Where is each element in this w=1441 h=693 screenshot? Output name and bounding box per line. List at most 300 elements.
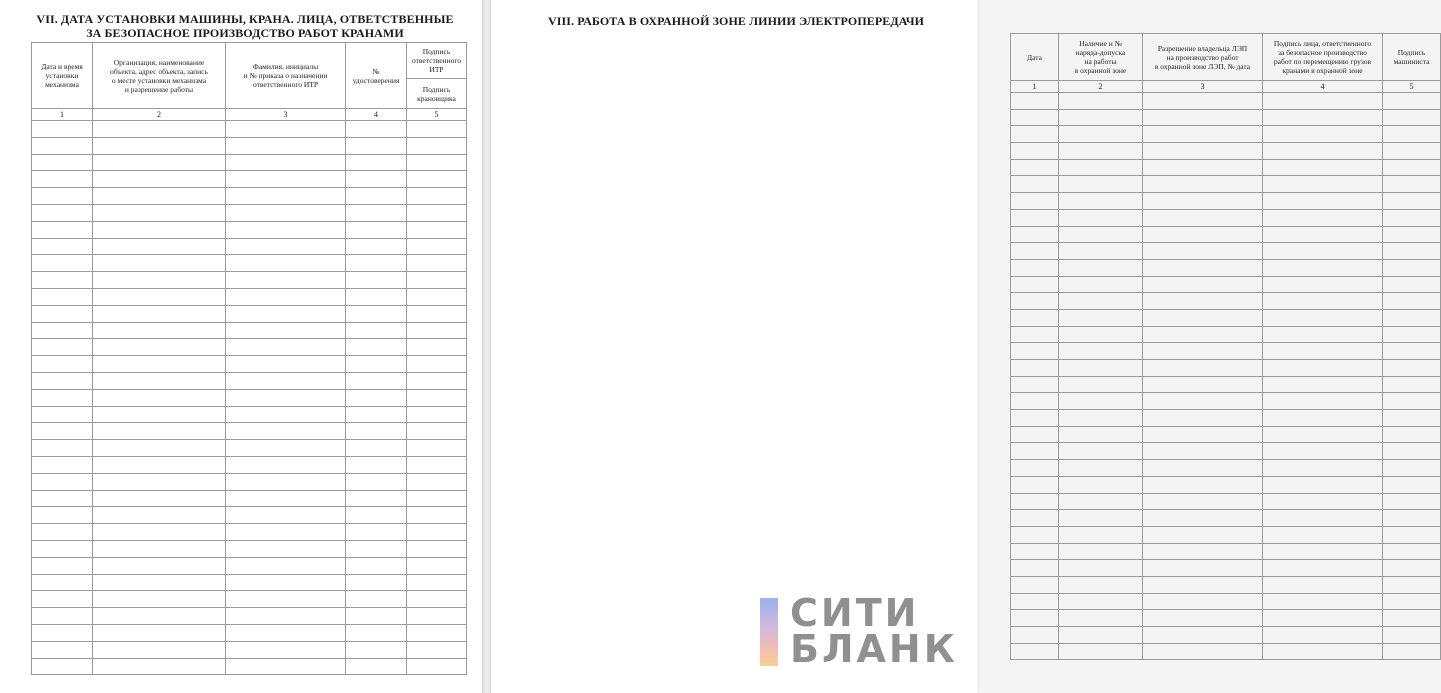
table-cell[interactable] bbox=[32, 238, 93, 255]
table-cell[interactable] bbox=[32, 221, 93, 238]
table-cell[interactable] bbox=[1143, 410, 1263, 427]
table-cell[interactable] bbox=[1383, 109, 1441, 126]
table-cell[interactable] bbox=[1059, 510, 1143, 527]
table-cell[interactable] bbox=[1263, 293, 1383, 310]
table-cell[interactable] bbox=[93, 356, 226, 373]
table-cell[interactable] bbox=[407, 423, 467, 440]
table-cell[interactable] bbox=[93, 255, 226, 272]
table-cell[interactable] bbox=[1011, 543, 1059, 560]
table-cell[interactable] bbox=[1011, 376, 1059, 393]
table-cell[interactable] bbox=[346, 524, 407, 541]
table-cell[interactable] bbox=[1011, 309, 1059, 326]
table-cell[interactable] bbox=[1059, 543, 1143, 560]
table-cell[interactable] bbox=[1143, 560, 1263, 577]
table-cell[interactable] bbox=[407, 473, 467, 490]
table-cell[interactable] bbox=[1059, 176, 1143, 193]
table-cell[interactable] bbox=[346, 456, 407, 473]
table-cell[interactable] bbox=[93, 238, 226, 255]
table-cell[interactable] bbox=[1383, 176, 1441, 193]
table-cell[interactable] bbox=[1143, 543, 1263, 560]
table-cell[interactable] bbox=[93, 490, 226, 507]
table-cell[interactable] bbox=[1011, 193, 1059, 210]
table-cell[interactable] bbox=[346, 608, 407, 625]
table-cell[interactable] bbox=[226, 574, 346, 591]
table-cell[interactable] bbox=[1263, 576, 1383, 593]
table-cell[interactable] bbox=[407, 624, 467, 641]
table-cell[interactable] bbox=[1143, 143, 1263, 160]
table-cell[interactable] bbox=[407, 406, 467, 423]
table-cell[interactable] bbox=[1263, 176, 1383, 193]
table-cell[interactable] bbox=[407, 574, 467, 591]
table-cell[interactable] bbox=[346, 171, 407, 188]
table-cell[interactable] bbox=[407, 608, 467, 625]
table-cell[interactable] bbox=[407, 121, 467, 138]
table-cell[interactable] bbox=[346, 305, 407, 322]
table-cell[interactable] bbox=[93, 272, 226, 289]
table-cell[interactable] bbox=[1383, 360, 1441, 377]
table-cell[interactable] bbox=[346, 188, 407, 205]
table-cell[interactable] bbox=[1059, 493, 1143, 510]
table-cell[interactable] bbox=[1059, 393, 1143, 410]
table-cell[interactable] bbox=[1263, 276, 1383, 293]
table-cell[interactable] bbox=[1143, 510, 1263, 527]
table-cell[interactable] bbox=[1059, 426, 1143, 443]
table-cell[interactable] bbox=[1059, 560, 1143, 577]
table-cell[interactable] bbox=[1059, 476, 1143, 493]
table-cell[interactable] bbox=[1143, 526, 1263, 543]
table-cell[interactable] bbox=[1383, 93, 1441, 110]
table-cell[interactable] bbox=[32, 440, 93, 457]
table-cell[interactable] bbox=[32, 137, 93, 154]
table-cell[interactable] bbox=[346, 473, 407, 490]
table-cell[interactable] bbox=[32, 641, 93, 658]
table-cell[interactable] bbox=[346, 238, 407, 255]
table-cell[interactable] bbox=[1059, 376, 1143, 393]
table-cell[interactable] bbox=[1143, 593, 1263, 610]
table-cell[interactable] bbox=[1143, 93, 1263, 110]
table-cell[interactable] bbox=[1011, 493, 1059, 510]
table-cell[interactable] bbox=[1143, 209, 1263, 226]
table-cell[interactable] bbox=[93, 137, 226, 154]
table-cell[interactable] bbox=[226, 608, 346, 625]
table-cell[interactable] bbox=[1059, 343, 1143, 360]
table-cell[interactable] bbox=[1143, 226, 1263, 243]
table-cell[interactable] bbox=[226, 591, 346, 608]
table-cell[interactable] bbox=[346, 624, 407, 641]
table-cell[interactable] bbox=[1383, 276, 1441, 293]
table-cell[interactable] bbox=[1059, 143, 1143, 160]
table-cell[interactable] bbox=[1059, 93, 1143, 110]
table-cell[interactable] bbox=[93, 557, 226, 574]
table-cell[interactable] bbox=[1011, 510, 1059, 527]
table-cell[interactable] bbox=[226, 339, 346, 356]
table-cell[interactable] bbox=[1143, 627, 1263, 644]
table-cell[interactable] bbox=[1143, 276, 1263, 293]
table-cell[interactable] bbox=[32, 372, 93, 389]
table-cell[interactable] bbox=[226, 423, 346, 440]
table-cell[interactable] bbox=[226, 204, 346, 221]
table-cell[interactable] bbox=[93, 473, 226, 490]
table-cell[interactable] bbox=[32, 490, 93, 507]
table-cell[interactable] bbox=[346, 389, 407, 406]
table-cell[interactable] bbox=[226, 658, 346, 675]
table-cell[interactable] bbox=[1011, 610, 1059, 627]
table-cell[interactable] bbox=[1383, 326, 1441, 343]
table-cell[interactable] bbox=[1011, 326, 1059, 343]
table-cell[interactable] bbox=[1143, 360, 1263, 377]
table-cell[interactable] bbox=[1011, 93, 1059, 110]
table-cell[interactable] bbox=[226, 221, 346, 238]
table-cell[interactable] bbox=[93, 322, 226, 339]
table-cell[interactable] bbox=[1383, 309, 1441, 326]
table-cell[interactable] bbox=[93, 171, 226, 188]
table-cell[interactable] bbox=[32, 204, 93, 221]
table-cell[interactable] bbox=[1383, 593, 1441, 610]
table-cell[interactable] bbox=[93, 440, 226, 457]
table-cell[interactable] bbox=[226, 356, 346, 373]
table-cell[interactable] bbox=[1383, 510, 1441, 527]
table-cell[interactable] bbox=[1143, 643, 1263, 660]
table-cell[interactable] bbox=[346, 221, 407, 238]
table-cell[interactable] bbox=[1383, 226, 1441, 243]
table-cell[interactable] bbox=[1383, 143, 1441, 160]
table-cell[interactable] bbox=[1263, 476, 1383, 493]
table-cell[interactable] bbox=[1383, 426, 1441, 443]
table-cell[interactable] bbox=[226, 524, 346, 541]
table-cell[interactable] bbox=[93, 121, 226, 138]
table-cell[interactable] bbox=[1011, 460, 1059, 477]
table-cell[interactable] bbox=[1059, 526, 1143, 543]
table-cell[interactable] bbox=[407, 591, 467, 608]
table-cell[interactable] bbox=[1059, 126, 1143, 143]
table-cell[interactable] bbox=[1383, 460, 1441, 477]
table-cell[interactable] bbox=[226, 507, 346, 524]
table-cell[interactable] bbox=[346, 591, 407, 608]
table-cell[interactable] bbox=[1263, 426, 1383, 443]
table-cell[interactable] bbox=[1011, 143, 1059, 160]
table-cell[interactable] bbox=[226, 456, 346, 473]
table-cell[interactable] bbox=[346, 557, 407, 574]
table-cell[interactable] bbox=[1011, 426, 1059, 443]
table-cell[interactable] bbox=[1143, 193, 1263, 210]
table-cell[interactable] bbox=[1059, 576, 1143, 593]
table-cell[interactable] bbox=[1011, 343, 1059, 360]
table-cell[interactable] bbox=[93, 641, 226, 658]
table-cell[interactable] bbox=[1263, 410, 1383, 427]
table-cell[interactable] bbox=[407, 154, 467, 171]
table-cell[interactable] bbox=[32, 591, 93, 608]
table-cell[interactable] bbox=[32, 557, 93, 574]
table-cell[interactable] bbox=[346, 406, 407, 423]
table-cell[interactable] bbox=[1059, 276, 1143, 293]
table-cell[interactable] bbox=[1263, 460, 1383, 477]
table-cell[interactable] bbox=[1011, 410, 1059, 427]
table-cell[interactable] bbox=[407, 188, 467, 205]
table-cell[interactable] bbox=[346, 255, 407, 272]
table-cell[interactable] bbox=[32, 658, 93, 675]
table-cell[interactable] bbox=[1383, 526, 1441, 543]
table-cell[interactable] bbox=[1143, 293, 1263, 310]
table-cell[interactable] bbox=[1011, 476, 1059, 493]
table-cell[interactable] bbox=[226, 641, 346, 658]
table-cell[interactable] bbox=[226, 188, 346, 205]
table-cell[interactable] bbox=[346, 507, 407, 524]
table-cell[interactable] bbox=[32, 339, 93, 356]
table-cell[interactable] bbox=[226, 154, 346, 171]
table-cell[interactable] bbox=[1059, 627, 1143, 644]
table-cell[interactable] bbox=[1263, 159, 1383, 176]
table-cell[interactable] bbox=[1143, 309, 1263, 326]
table-cell[interactable] bbox=[1383, 560, 1441, 577]
table-cell[interactable] bbox=[1143, 109, 1263, 126]
table-cell[interactable] bbox=[93, 524, 226, 541]
table-cell[interactable] bbox=[93, 507, 226, 524]
table-cell[interactable] bbox=[32, 624, 93, 641]
table-cell[interactable] bbox=[32, 188, 93, 205]
table-cell[interactable] bbox=[346, 154, 407, 171]
table-cell[interactable] bbox=[346, 288, 407, 305]
table-cell[interactable] bbox=[32, 288, 93, 305]
table-cell[interactable] bbox=[93, 423, 226, 440]
table-cell[interactable] bbox=[1383, 627, 1441, 644]
table-cell[interactable] bbox=[93, 339, 226, 356]
table-cell[interactable] bbox=[1383, 376, 1441, 393]
table-cell[interactable] bbox=[346, 490, 407, 507]
table-cell[interactable] bbox=[1263, 443, 1383, 460]
table-cell[interactable] bbox=[1011, 243, 1059, 260]
table-cell[interactable] bbox=[32, 154, 93, 171]
table-cell[interactable] bbox=[1383, 443, 1441, 460]
table-cell[interactable] bbox=[1383, 126, 1441, 143]
table-cell[interactable] bbox=[93, 154, 226, 171]
table-cell[interactable] bbox=[1059, 360, 1143, 377]
table-cell[interactable] bbox=[1383, 193, 1441, 210]
table-cell[interactable] bbox=[346, 339, 407, 356]
table-cell[interactable] bbox=[346, 641, 407, 658]
table-cell[interactable] bbox=[93, 372, 226, 389]
table-cell[interactable] bbox=[226, 288, 346, 305]
table-cell[interactable] bbox=[1143, 476, 1263, 493]
table-cell[interactable] bbox=[1059, 209, 1143, 226]
table-cell[interactable] bbox=[93, 389, 226, 406]
table-cell[interactable] bbox=[407, 305, 467, 322]
table-cell[interactable] bbox=[346, 658, 407, 675]
table-cell[interactable] bbox=[1143, 159, 1263, 176]
table-cell[interactable] bbox=[1059, 109, 1143, 126]
table-cell[interactable] bbox=[407, 540, 467, 557]
table-cell[interactable] bbox=[1059, 193, 1143, 210]
table-cell[interactable] bbox=[407, 456, 467, 473]
table-cell[interactable] bbox=[226, 305, 346, 322]
table-cell[interactable] bbox=[407, 137, 467, 154]
table-cell[interactable] bbox=[1383, 493, 1441, 510]
table-cell[interactable] bbox=[32, 171, 93, 188]
table-cell[interactable] bbox=[32, 305, 93, 322]
table-cell[interactable] bbox=[1143, 576, 1263, 593]
table-cell[interactable] bbox=[226, 473, 346, 490]
table-cell[interactable] bbox=[1011, 560, 1059, 577]
table-cell[interactable] bbox=[407, 272, 467, 289]
table-cell[interactable] bbox=[1143, 610, 1263, 627]
table-cell[interactable] bbox=[1383, 243, 1441, 260]
table-cell[interactable] bbox=[1143, 176, 1263, 193]
table-cell[interactable] bbox=[93, 456, 226, 473]
table-cell[interactable] bbox=[1059, 243, 1143, 260]
table-cell[interactable] bbox=[1263, 126, 1383, 143]
table-cell[interactable] bbox=[1059, 159, 1143, 176]
table-cell[interactable] bbox=[1263, 393, 1383, 410]
table-cell[interactable] bbox=[346, 423, 407, 440]
table-cell[interactable] bbox=[1143, 376, 1263, 393]
table-cell[interactable] bbox=[346, 574, 407, 591]
table-cell[interactable] bbox=[346, 540, 407, 557]
table-cell[interactable] bbox=[1011, 109, 1059, 126]
table-cell[interactable] bbox=[32, 121, 93, 138]
table-cell[interactable] bbox=[407, 557, 467, 574]
table-cell[interactable] bbox=[1263, 309, 1383, 326]
table-cell[interactable] bbox=[1263, 643, 1383, 660]
table-cell[interactable] bbox=[32, 524, 93, 541]
table-cell[interactable] bbox=[1059, 259, 1143, 276]
table-cell[interactable] bbox=[1059, 443, 1143, 460]
table-cell[interactable] bbox=[1011, 259, 1059, 276]
table-cell[interactable] bbox=[1383, 410, 1441, 427]
table-cell[interactable] bbox=[1059, 326, 1143, 343]
table-cell[interactable] bbox=[1263, 526, 1383, 543]
table-cell[interactable] bbox=[1059, 410, 1143, 427]
table-cell[interactable] bbox=[1059, 610, 1143, 627]
table-cell[interactable] bbox=[1263, 493, 1383, 510]
table-cell[interactable] bbox=[32, 456, 93, 473]
table-cell[interactable] bbox=[407, 490, 467, 507]
table-cell[interactable] bbox=[1263, 209, 1383, 226]
table-cell[interactable] bbox=[1143, 393, 1263, 410]
table-cell[interactable] bbox=[346, 440, 407, 457]
table-cell[interactable] bbox=[93, 204, 226, 221]
table-cell[interactable] bbox=[1143, 426, 1263, 443]
table-cell[interactable] bbox=[226, 557, 346, 574]
table-cell[interactable] bbox=[346, 204, 407, 221]
table-cell[interactable] bbox=[93, 608, 226, 625]
table-cell[interactable] bbox=[1383, 293, 1441, 310]
table-cell[interactable] bbox=[32, 540, 93, 557]
table-cell[interactable] bbox=[1383, 476, 1441, 493]
table-cell[interactable] bbox=[226, 322, 346, 339]
table-cell[interactable] bbox=[32, 272, 93, 289]
table-cell[interactable] bbox=[1011, 443, 1059, 460]
table-cell[interactable] bbox=[1011, 226, 1059, 243]
table-cell[interactable] bbox=[32, 574, 93, 591]
table-cell[interactable] bbox=[407, 356, 467, 373]
table-cell[interactable] bbox=[1059, 460, 1143, 477]
table-cell[interactable] bbox=[93, 188, 226, 205]
table-cell[interactable] bbox=[1263, 543, 1383, 560]
table-cell[interactable] bbox=[226, 440, 346, 457]
table-cell[interactable] bbox=[407, 389, 467, 406]
table-cell[interactable] bbox=[1383, 610, 1441, 627]
table-cell[interactable] bbox=[407, 507, 467, 524]
table-cell[interactable] bbox=[1059, 293, 1143, 310]
table-cell[interactable] bbox=[226, 372, 346, 389]
table-cell[interactable] bbox=[407, 221, 467, 238]
table-cell[interactable] bbox=[346, 121, 407, 138]
table-cell[interactable] bbox=[1011, 526, 1059, 543]
table-cell[interactable] bbox=[1263, 627, 1383, 644]
table-cell[interactable] bbox=[1011, 576, 1059, 593]
table-cell[interactable] bbox=[226, 171, 346, 188]
table-cell[interactable] bbox=[93, 658, 226, 675]
table-cell[interactable] bbox=[1263, 560, 1383, 577]
table-cell[interactable] bbox=[93, 540, 226, 557]
table-cell[interactable] bbox=[407, 372, 467, 389]
table-cell[interactable] bbox=[1263, 259, 1383, 276]
table-cell[interactable] bbox=[93, 574, 226, 591]
table-cell[interactable] bbox=[407, 204, 467, 221]
table-cell[interactable] bbox=[93, 591, 226, 608]
table-cell[interactable] bbox=[346, 372, 407, 389]
table-cell[interactable] bbox=[1383, 543, 1441, 560]
table-cell[interactable] bbox=[1011, 360, 1059, 377]
table-cell[interactable] bbox=[226, 406, 346, 423]
table-cell[interactable] bbox=[1011, 126, 1059, 143]
table-cell[interactable] bbox=[407, 524, 467, 541]
table-cell[interactable] bbox=[226, 490, 346, 507]
table-cell[interactable] bbox=[407, 440, 467, 457]
table-cell[interactable] bbox=[1143, 443, 1263, 460]
table-cell[interactable] bbox=[1059, 309, 1143, 326]
table-cell[interactable] bbox=[1263, 376, 1383, 393]
table-cell[interactable] bbox=[346, 137, 407, 154]
table-cell[interactable] bbox=[346, 322, 407, 339]
table-cell[interactable] bbox=[1143, 243, 1263, 260]
table-cell[interactable] bbox=[1263, 109, 1383, 126]
table-cell[interactable] bbox=[1143, 493, 1263, 510]
table-cell[interactable] bbox=[1143, 259, 1263, 276]
table-cell[interactable] bbox=[1011, 176, 1059, 193]
table-cell[interactable] bbox=[93, 288, 226, 305]
table-cell[interactable] bbox=[1011, 209, 1059, 226]
table-cell[interactable] bbox=[1263, 360, 1383, 377]
table-cell[interactable] bbox=[226, 624, 346, 641]
table-cell[interactable] bbox=[1263, 610, 1383, 627]
table-cell[interactable] bbox=[32, 507, 93, 524]
table-cell[interactable] bbox=[226, 137, 346, 154]
table-cell[interactable] bbox=[32, 389, 93, 406]
table-cell[interactable] bbox=[1263, 93, 1383, 110]
table-cell[interactable] bbox=[1143, 460, 1263, 477]
table-cell[interactable] bbox=[1263, 243, 1383, 260]
table-cell[interactable] bbox=[1383, 209, 1441, 226]
table-cell[interactable] bbox=[1263, 193, 1383, 210]
table-cell[interactable] bbox=[93, 624, 226, 641]
table-cell[interactable] bbox=[407, 171, 467, 188]
table-cell[interactable] bbox=[407, 288, 467, 305]
table-cell[interactable] bbox=[1143, 343, 1263, 360]
table-cell[interactable] bbox=[32, 608, 93, 625]
table-cell[interactable] bbox=[226, 389, 346, 406]
table-cell[interactable] bbox=[407, 641, 467, 658]
table-cell[interactable] bbox=[1383, 343, 1441, 360]
table-cell[interactable] bbox=[1383, 643, 1441, 660]
table-cell[interactable] bbox=[93, 406, 226, 423]
table-cell[interactable] bbox=[1143, 326, 1263, 343]
table-cell[interactable] bbox=[1143, 126, 1263, 143]
table-cell[interactable] bbox=[1263, 143, 1383, 160]
table-cell[interactable] bbox=[407, 658, 467, 675]
table-cell[interactable] bbox=[407, 255, 467, 272]
table-cell[interactable] bbox=[226, 121, 346, 138]
table-cell[interactable] bbox=[1263, 510, 1383, 527]
